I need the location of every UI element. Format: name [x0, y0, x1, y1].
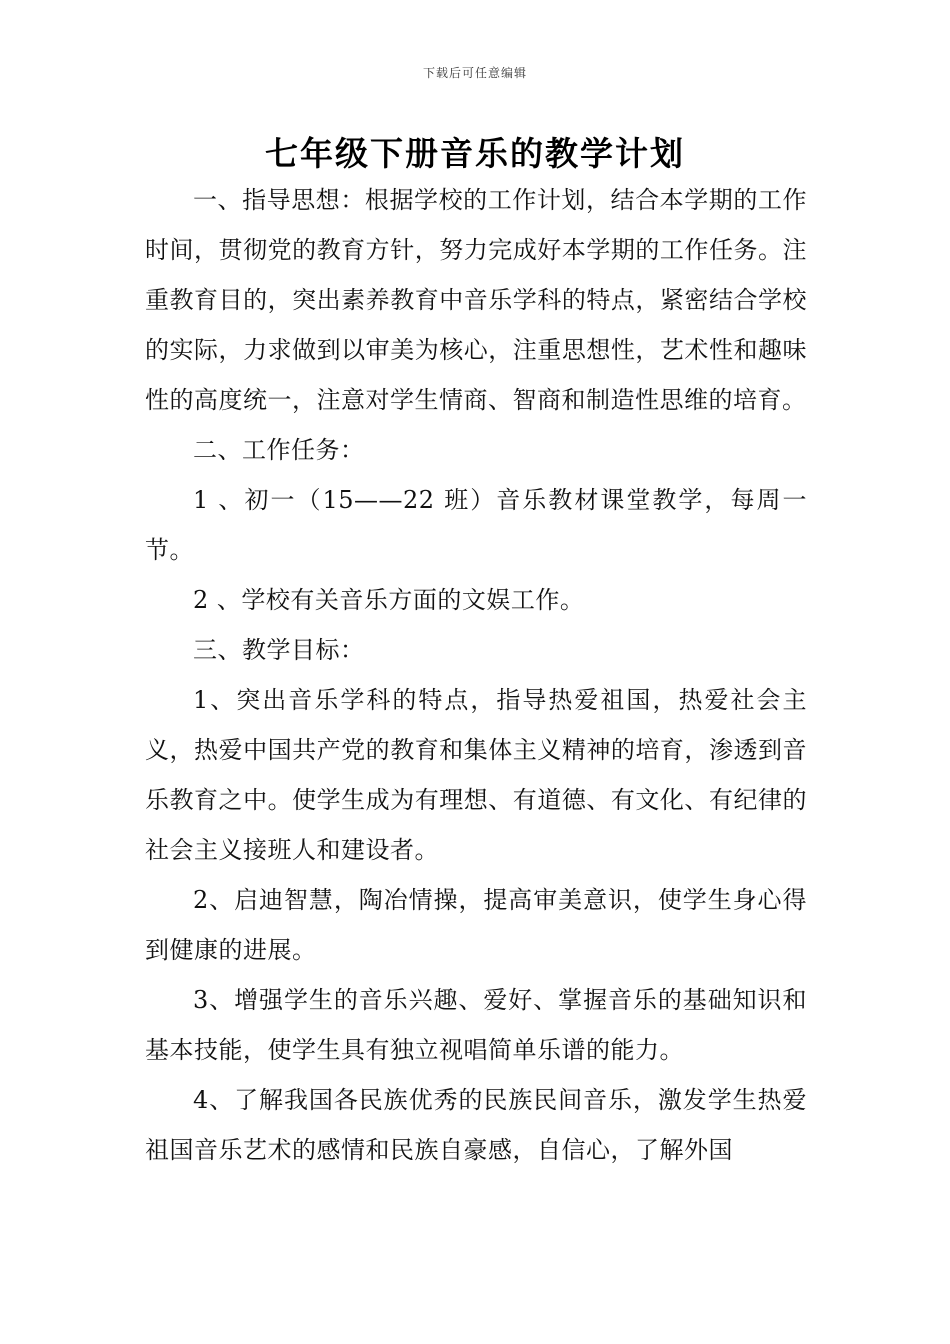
paragraph-tasks-heading: 二、工作任务：: [193, 436, 365, 464]
paragraph-task-1: 1 、初一（15——22 班）音乐教材课堂教学，每周一节。: [145, 486, 807, 564]
paragraph-task-2: 2 、学校有关音乐方面的文娱工作。: [193, 586, 585, 614]
paragraph-goal-3: 3、增强学生的音乐兴趣、爱好、掌握音乐的基础知识和基本技能，使学生具有独立视唱简单乐谱的能力。: [145, 986, 807, 1064]
paragraph-goal-1: 1、突出音乐学科的特点，指导热爱祖国，热爱社会主义，热爱中国共产党的教育和集体主义精神的培育，渗透到音乐教育之中。使学生成为有理想、有道德、有文化、有纪律的社会主义接班人和建设者。: [145, 686, 807, 864]
paragraph-goals-heading: 三、教学目标：: [193, 636, 365, 664]
paragraph-goal-4: 4、了解我国各民族优秀的民族民间音乐，激发学生热爱祖国音乐艺术的感情和民族自豪感，自信心，了解外国: [145, 1086, 807, 1164]
paragraph-guiding-ideology: 一、指导思想：根据学校的工作计划，结合本学期的工作时间，贯彻党的教育方针，努力完成好本学期的工作任务。注重教育目的，突出素养教育中音乐学科的特点，紧密结合学校的实际，力求做到以审美为核心，注重思想性，艺术性和趣味性的高度统一，注意对学生情商、智商和制造性思维的培育。: [145, 186, 807, 414]
paragraph-goal-2: 2、启迪智慧，陶冶情操，提高审美意识，使学生身心得到健康的进展。: [145, 886, 807, 964]
header-note: 下载后可任意编辑: [422, 66, 527, 80]
page-title: 七年级下册音乐的教学计划: [265, 134, 685, 173]
document-body: [145, 175, 807, 1175]
